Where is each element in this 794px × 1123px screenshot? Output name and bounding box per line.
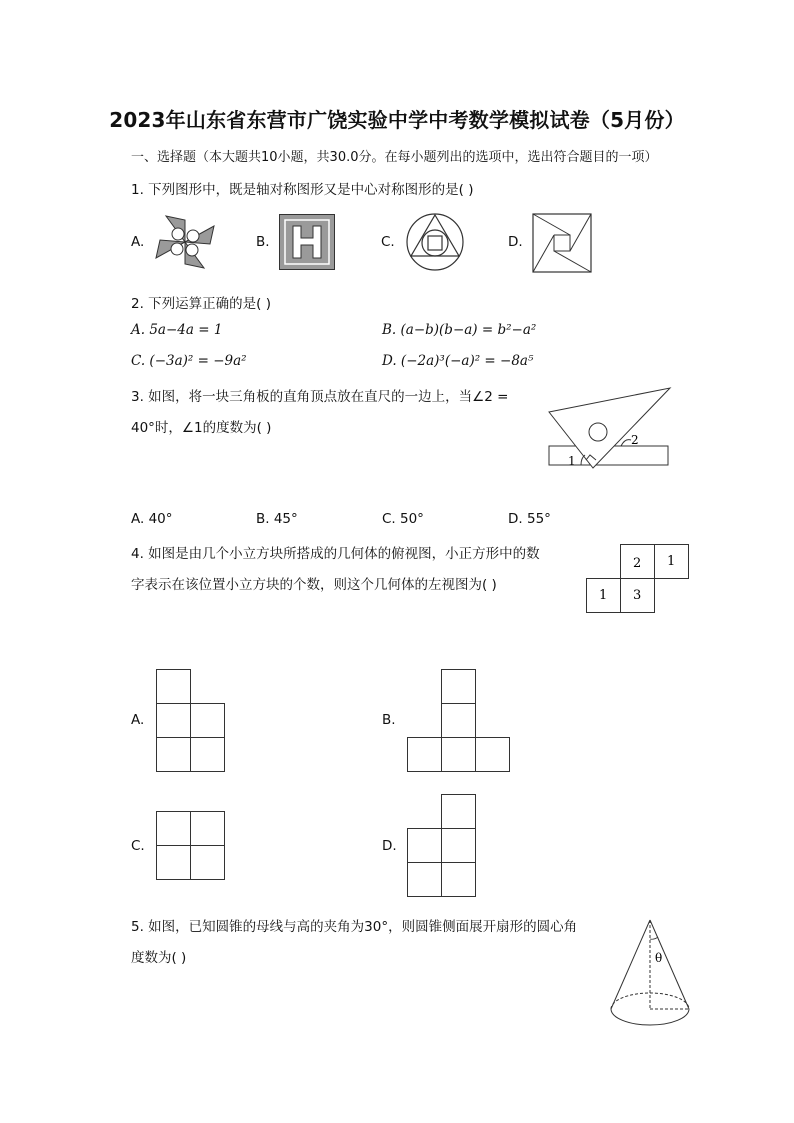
q1-figure-c-circle-triangle [404, 212, 466, 272]
q4-label-c: C. [131, 838, 145, 854]
q4-option-b-figure [406, 668, 512, 774]
q4-label-a: A. [131, 712, 145, 728]
q4-grid-value-top-left: 2 [633, 556, 642, 571]
q3-stem-line1: 3. 如图，将一块三角板的直角顶点放在直尺的一边上，当∠2 = [131, 389, 509, 405]
q4-label-d: D. [382, 838, 397, 854]
q4-option-a-figure [155, 668, 227, 774]
q3-option-c: C. 50° [382, 511, 424, 527]
q4-label-b: B. [382, 712, 396, 728]
q1-label-b: B. [256, 234, 270, 250]
q4-grid-value-bottom-right: 3 [633, 588, 642, 603]
q5-cone-figure [604, 917, 696, 1031]
q4-stem-line1: 4. 如图是由几个小立方块所搭成的几何体的俯视图，小正方形中的数 [131, 546, 540, 562]
q3-option-d: D. 55° [508, 511, 551, 527]
q5-stem-line2: 度数为( ) [131, 950, 187, 966]
q1-figure-a-pinwheel [152, 212, 218, 272]
q2-option-a: A. 5a−4a = 1 [131, 322, 223, 338]
q4-grid-value-top-right: 1 [667, 554, 676, 569]
q3-angle2-label: 2 [631, 433, 639, 447]
q1-label-c: C. [381, 234, 395, 250]
q4-option-d-figure [406, 793, 478, 899]
q4-option-c-figure [155, 810, 227, 882]
q5-stem-line1: 5. 如图，已知圆锥的母线与高的夹角为30°，则圆锥侧面展开扇形的圆心角 [131, 919, 578, 935]
q1-figure-b-letter-h [279, 214, 335, 270]
exam-title: 2023年山东省东营市广饶实验中学中考数学模拟试卷（5月份） [109, 108, 685, 132]
q4-stem-line2: 字表示在该位置小立方块的个数，则这个几何体的左视图为( ) [131, 577, 497, 593]
section-heading: 一、选择题（本大题共10小题，共30.0分。在每小题列出的选项中，选出符合题目的一项） [131, 150, 658, 165]
q4-grid-value-bottom-left: 1 [599, 588, 608, 603]
q1-label-d: D. [508, 234, 523, 250]
q1-figure-d-square-pattern [532, 213, 592, 273]
q3-option-a: A. 40° [131, 511, 173, 527]
q3-option-b: B. 45° [256, 511, 298, 527]
q2-option-b: B. (a−b)(b−a) = b²−a² [382, 322, 537, 338]
q3-angle1-label: 1 [568, 454, 576, 468]
q2-option-d: D. (−2a)³(−a)² = −8a⁵ [382, 353, 534, 369]
q3-stem-line2: 40°时，∠1的度数为( ) [131, 420, 272, 436]
q3-figure-triangle-ruler [545, 382, 675, 472]
q5-theta-label: θ [655, 951, 663, 965]
q1-label-a: A. [131, 234, 145, 250]
q2-stem: 2. 下列运算正确的是( ) [131, 296, 271, 312]
q2-option-c: C. (−3a)² = −9a² [131, 353, 247, 369]
q4-top-view-grid [585, 543, 691, 615]
q1-stem: 1. 下列图形中，既是轴对称图形又是中心对称图形的是( ) [131, 182, 474, 198]
